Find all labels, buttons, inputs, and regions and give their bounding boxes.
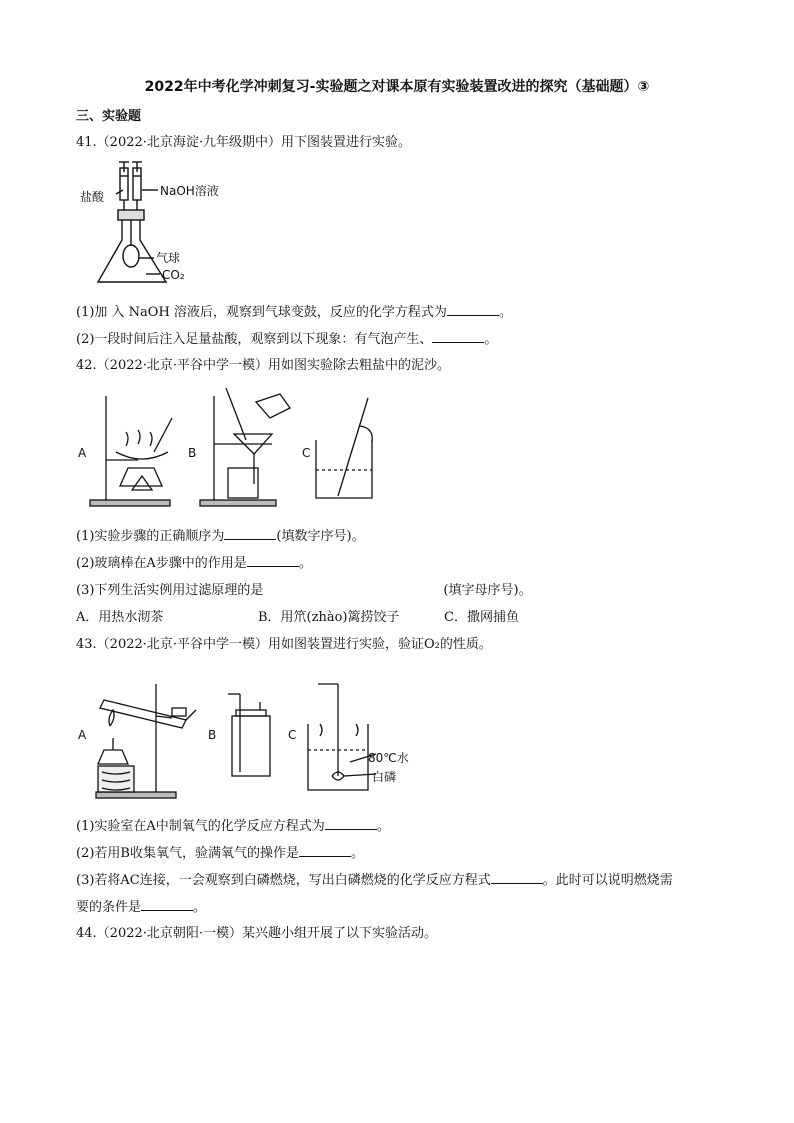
answer-blank[interactable] <box>491 871 543 884</box>
answer-blank[interactable] <box>299 844 351 857</box>
q41-sub1-end: 。 <box>498 305 512 320</box>
q43-stem: 43.（2022·北京·平谷中学一模）用如图装置进行实验，验证O₂的性质。 <box>76 637 492 652</box>
q42-option-a: A．用热水沏茶 <box>76 610 164 625</box>
q42-option-c: C．撒网捕鱼 <box>444 610 519 625</box>
q43-sub3-cont <box>76 898 206 917</box>
q43-sub1 <box>76 817 390 836</box>
q41-label-co2: CO₂ <box>162 268 185 282</box>
q41-sub1 <box>76 303 512 322</box>
q41-stem: 41.（2022·北京海淀·九年级期中）用下图装置进行实验。 <box>76 135 412 150</box>
q43-sub1-text: (1)实验室在A中制氧气的化学反应方程式为 <box>76 819 325 834</box>
q42-option-b: B．用笊(zhào)篱捞饺子 <box>258 610 400 625</box>
answer-blank[interactable] <box>224 527 276 540</box>
q43-sub3-text: (3)若将AC连接，一会观察到白磷燃烧，写出白磷燃烧的化学反应方程式 <box>76 873 491 888</box>
q42-sub1-end: (填数字序号)。 <box>276 529 365 544</box>
q42-sub3-text: (3)下列生活实例用过滤原理的是 <box>76 583 264 598</box>
q42-options <box>76 609 519 627</box>
q43-label-white-phosphorus: 白磷 <box>372 770 397 784</box>
q42-sub2-end: 。 <box>298 556 312 571</box>
q43-oxygen-apparatus-figure <box>76 680 416 804</box>
q43-sub3-cont-text: 要的条件是 <box>76 900 142 915</box>
q43-sub2 <box>76 844 364 863</box>
q42-label-c: C <box>302 446 311 460</box>
answer-blank[interactable] <box>432 330 484 343</box>
answer-blank[interactable] <box>247 554 299 567</box>
q43-label-c: C <box>288 728 297 742</box>
q41-sub2 <box>76 330 497 349</box>
q43-label-b: B <box>208 728 217 742</box>
section-heading: 三、实验题 <box>76 109 142 124</box>
q43-label-80c-water: 80℃水 <box>368 751 409 765</box>
q42-salt-purification-figure <box>76 388 396 512</box>
q43-sub2-end: 。 <box>350 846 364 861</box>
answer-blank[interactable] <box>447 303 499 316</box>
q43-sub2-text: (2)若用B收集氧气，验满氧气的操作是 <box>76 846 299 861</box>
q42-sub3 <box>76 582 532 600</box>
q43-sub1-end: 。 <box>376 819 390 834</box>
q43-sub3 <box>76 871 673 890</box>
q42-sub2-text: (2)玻璃棒在A步骤中的作用是 <box>76 556 247 571</box>
q43-label-a: A <box>78 728 87 742</box>
q42-sub1 <box>76 527 365 546</box>
q41-label-balloon: 气球 <box>156 251 181 265</box>
q42-stem: 42.（2022·北京·平谷中学一模）用如图实验除去粗盐中的泥沙。 <box>76 358 451 373</box>
q41-label-hydrochloric-acid: 盐酸 <box>80 190 105 204</box>
q41-label-naoh-solution: NaOH溶液 <box>160 184 219 198</box>
q41-sub2-end: 。 <box>484 332 498 347</box>
q41-sub2-text: (2)一段时间后注入足量盐酸，观察到以下现象：有气泡产生、 <box>76 332 433 347</box>
q41-sub1-text: (1)加 入 NaOH 溶液后，观察到气球变鼓，反应的化学方程式为 <box>76 305 447 320</box>
q42-sub3-end: (填字母序号)。 <box>443 583 532 598</box>
q42-label-b: B <box>188 446 197 460</box>
answer-blank[interactable] <box>325 817 377 830</box>
q44-stem: 44.（2022·北京朝阳·一模）某兴趣小组开展了以下实验活动。 <box>76 926 438 941</box>
q42-sub1-text: (1)实验步骤的正确顺序为 <box>76 529 225 544</box>
q43-sub3-end: 。 <box>193 900 207 915</box>
q42-label-a: A <box>78 446 87 460</box>
q42-sub2 <box>76 554 312 573</box>
page-title: 2022年中考化学冲刺复习-实验题之对课本原有实验装置改进的探究（基础题）③ <box>144 79 650 95</box>
q43-sub3-mid: 。此时可以说明燃烧需 <box>542 873 673 888</box>
answer-blank[interactable] <box>141 898 193 911</box>
